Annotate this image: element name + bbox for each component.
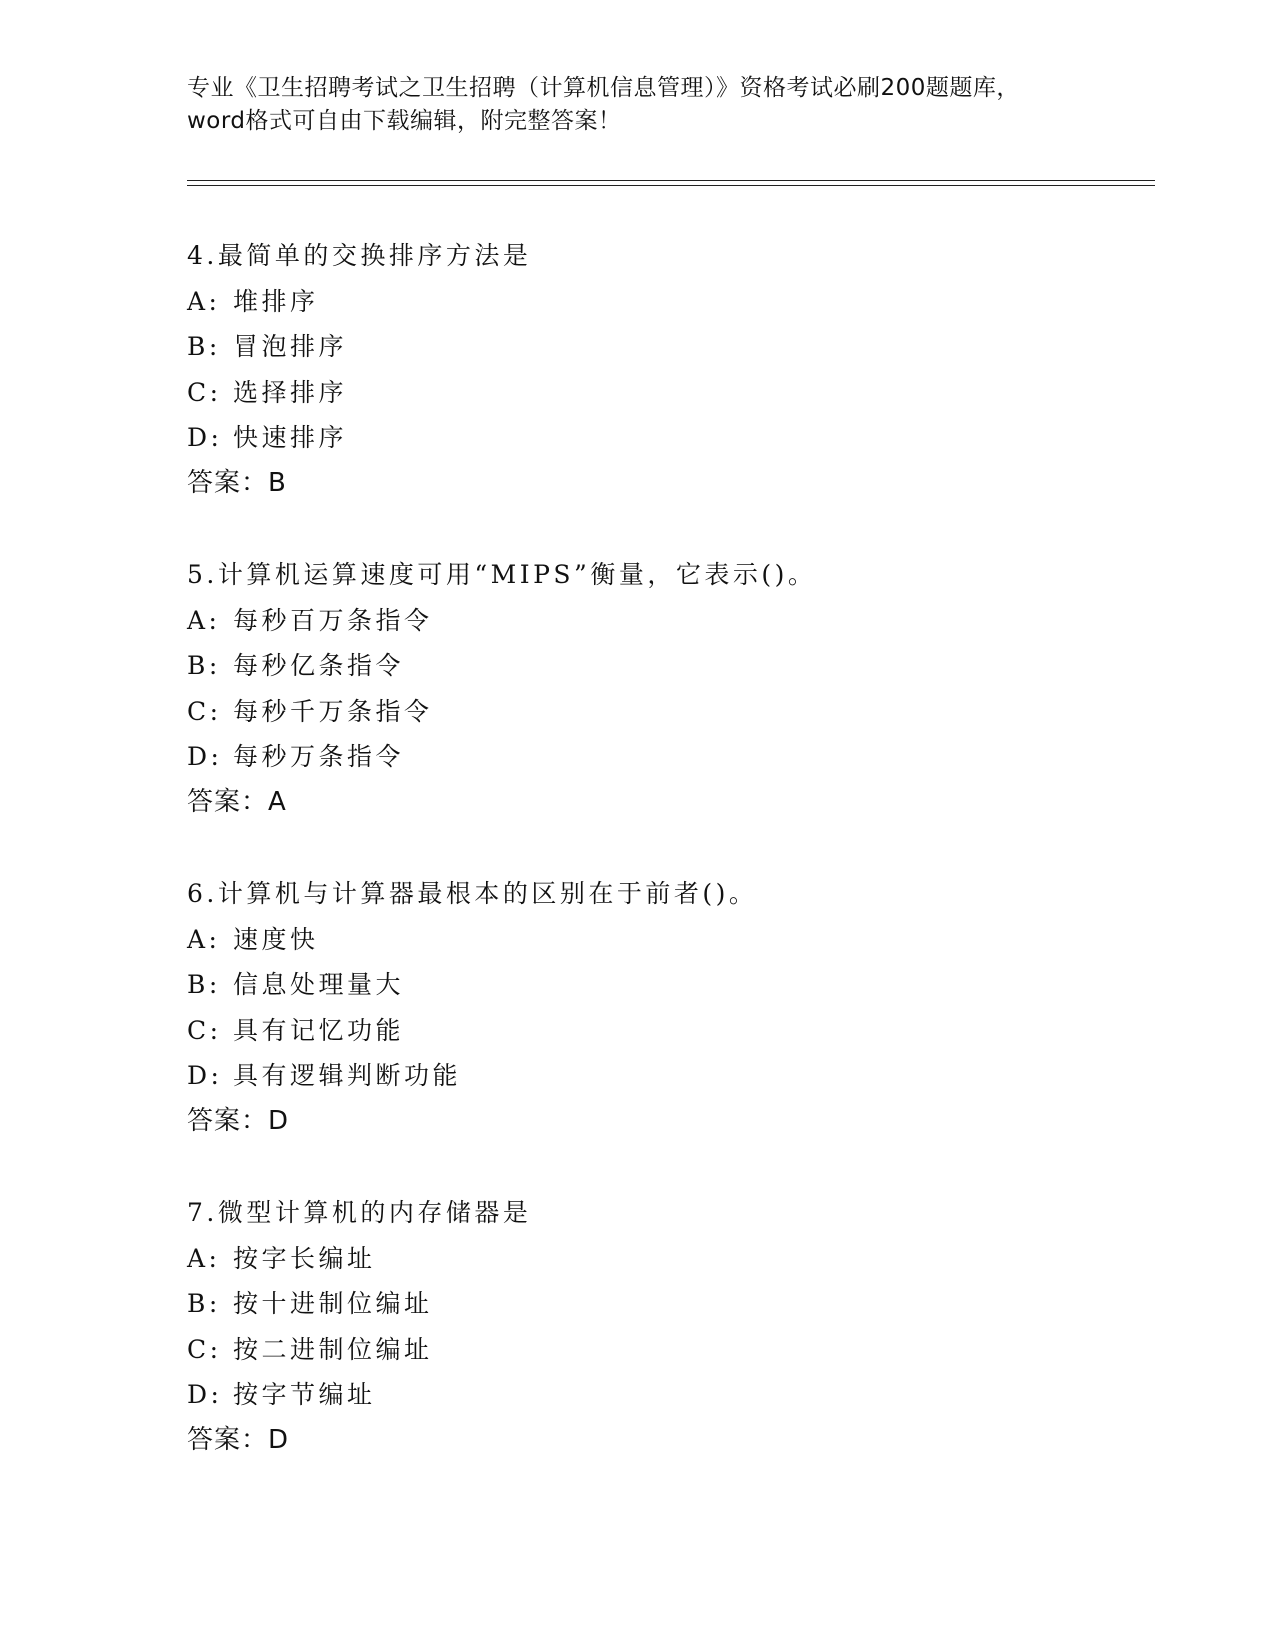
option-text: 每秒百万条指令	[233, 605, 433, 635]
answer-line: 答案：D	[187, 1105, 290, 1136]
question-text: 5.计算机运算速度可用“MIPS”衡量，它表示()。	[187, 560, 817, 589]
question-text: 7.微型计算机的内存储器是	[187, 1198, 532, 1227]
option-key: B:	[187, 1289, 221, 1318]
option-key: B:	[187, 970, 221, 999]
header-title-line: 专业《卫生招聘考试之卫生招聘（计算机信息管理）》资格考试必刷200题题库，	[187, 75, 1020, 101]
option-key: A:	[187, 286, 221, 316]
question-text: 4.最简单的交换排序方法是	[187, 241, 532, 270]
option-b	[187, 324, 1167, 370]
option-d	[187, 734, 1167, 780]
option-a	[187, 598, 1167, 644]
option-b	[187, 1281, 1167, 1327]
answer-line: 答案：A	[187, 786, 287, 817]
option-key: D:	[187, 742, 223, 771]
option-key: C:	[187, 1334, 222, 1364]
option-text: 信息处理量大	[233, 970, 405, 999]
option-a	[187, 279, 1167, 325]
option-key: D:	[187, 1380, 223, 1409]
option-text: 按字长编址	[233, 1243, 376, 1273]
option-d	[187, 415, 1167, 461]
question-block	[187, 233, 1167, 506]
option-text: 速度快	[233, 924, 319, 954]
option-key: B:	[187, 332, 221, 361]
option-key: C:	[187, 377, 222, 407]
answer-line: 答案：B	[187, 467, 287, 498]
option-a	[187, 1236, 1167, 1282]
option-b	[187, 643, 1167, 689]
option-c	[187, 1008, 1167, 1054]
option-d	[187, 1372, 1167, 1418]
option-text: 每秒万条指令	[233, 742, 405, 771]
option-key: C:	[187, 696, 222, 726]
option-a	[187, 917, 1167, 963]
option-text: 冒泡排序	[233, 332, 348, 361]
option-c	[187, 1327, 1167, 1373]
answer-line: 答案：D	[187, 1424, 290, 1455]
option-c	[187, 370, 1167, 416]
option-key: D:	[187, 423, 223, 452]
option-key: B:	[187, 651, 221, 680]
header-divider-bottom	[187, 185, 1155, 186]
header-subtitle-line: word格式可自由下载编辑，附完整答案！	[187, 108, 622, 134]
option-text: 按字节编址	[233, 1380, 376, 1409]
option-text: 按二进制位编址	[233, 1334, 433, 1364]
option-text: 具有记忆功能	[233, 1015, 405, 1045]
option-text: 具有逻辑判断功能	[233, 1061, 462, 1090]
option-d	[187, 1053, 1167, 1099]
option-text: 快速排序	[233, 423, 348, 452]
question-block	[187, 1190, 1167, 1463]
option-text: 选择排序	[233, 377, 348, 407]
option-key: C:	[187, 1015, 222, 1045]
document-header	[187, 72, 1087, 138]
option-text: 按十进制位编址	[233, 1289, 433, 1318]
option-key: D:	[187, 1061, 223, 1090]
option-key: A:	[187, 1243, 221, 1273]
option-key: A:	[187, 924, 221, 954]
option-text: 每秒千万条指令	[233, 696, 433, 726]
question-block	[187, 871, 1167, 1144]
question-block	[187, 552, 1167, 825]
question-text: 6.计算机与计算器最根本的区别在于前者()。	[187, 879, 758, 908]
option-text: 堆排序	[233, 286, 319, 316]
option-b	[187, 962, 1167, 1008]
header-divider-top	[187, 180, 1155, 181]
option-c	[187, 689, 1167, 735]
option-text: 每秒亿条指令	[233, 651, 405, 680]
option-key: A:	[187, 605, 221, 635]
